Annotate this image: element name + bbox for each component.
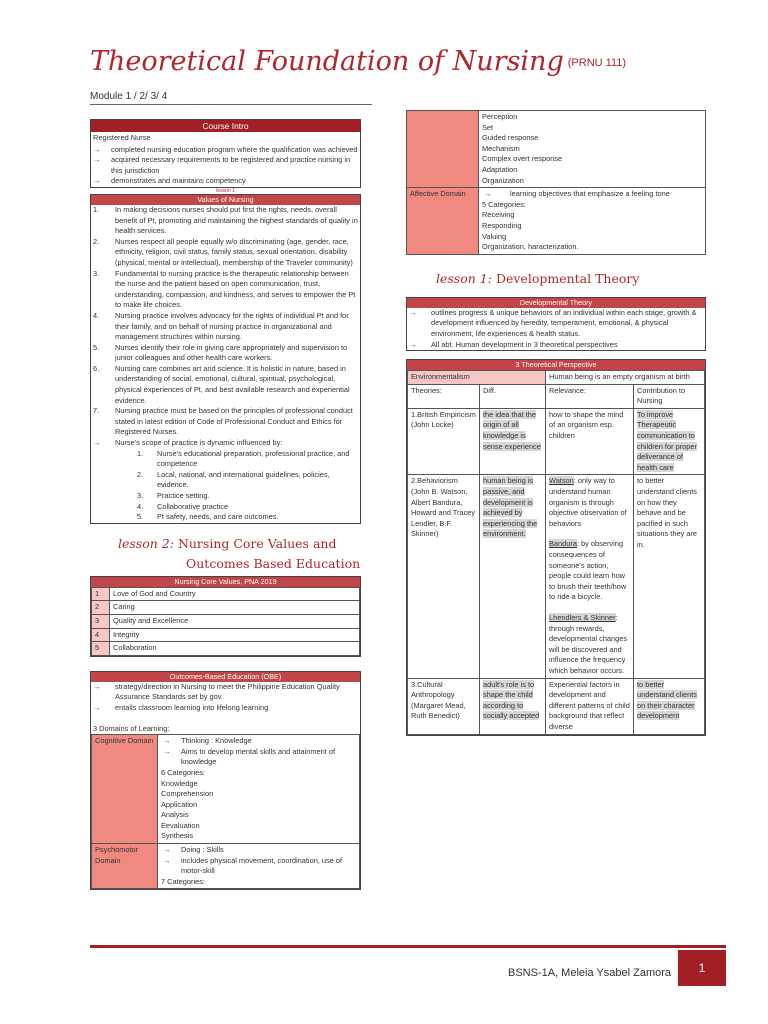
psychomotor-categories: Perception Set Guided response Mechanism Complex overt response Adaptation Organization <box>479 111 706 188</box>
table-row: 2.Behaviorism (John B. Watson, Albert Bandura, Howard and Tracey Lendler, B.F. Skinner) human being is passive, and development is achieved by experiencing the environment. Watson: only way to understand human organism is through objective observation of behaviors Bandura: by observing consequences of someone's action, people could learn how to brush their teeth/how to ride a bicycle. Lhendlers & Skinner: through rewards, developmental changes will be discovered and influence the frequency which behavior occurs. to better understand clients on how they behave and be pacified in such situations they are in. <box>408 475 705 678</box>
lesson1-title: Developmental Theory <box>495 270 640 286</box>
lesson2-label: lesson 2: <box>118 535 174 551</box>
perspective-box <box>406 359 706 735</box>
psychomotor-detail: → Doing : Skills → includes physical movement, coordination, use of motor-skill 7 Categories: <box>158 844 360 889</box>
table-row: 2 Caring <box>92 601 360 615</box>
course-intro-heading: Course Intro <box>91 120 360 132</box>
list-item: 4. Nursing practice involves advocacy for the rights of individual Pt and for their family, and on behalf of nursing practice in organizational and management structures within nursing. <box>93 310 349 342</box>
table-row <box>408 371 705 385</box>
lesson-mark: lesson 1 <box>216 187 235 194</box>
lesson2-heading <box>90 534 361 554</box>
arrow-right-icon: → <box>93 438 101 448</box>
values-heading: Values of Nursing <box>91 195 360 205</box>
list-item: 3. Fundamental to nursing practice is the therapeutic relationship between the nurse and the patient based on open communication, trust, understanding, compassion, and kindness, and serves to empower the Pt to make life choices. <box>93 268 356 310</box>
scope-list <box>91 449 360 523</box>
footer-divider <box>90 945 726 948</box>
lesson1-label: lesson 1: <box>436 270 492 286</box>
perspective-table <box>407 370 705 734</box>
dev-theory-box <box>406 297 706 351</box>
arrow-right-icon: → <box>93 702 101 712</box>
arrow-right-icon: → <box>409 307 417 317</box>
arrow-right-icon: → <box>93 681 101 691</box>
rn-label: Registered Nurse <box>93 133 151 142</box>
table-row: 4 Integrity <box>92 628 360 642</box>
arrow-right-icon: → <box>93 155 101 165</box>
dev-theory-heading: Developmental Theory <box>407 298 705 308</box>
list-item: 6. Nursing care combines art and science. It is holistic in nature, based in understanding of social, emotional, cultural, spiritual, psychological, physical experiences of Pt, and best available research and experiential evidence. <box>93 363 350 405</box>
table-row <box>92 735 360 844</box>
dev-item: → All abt. Human development in 3 theoretical perspectives <box>409 339 618 349</box>
obe-item: → strategy/direction in Nursing to meet the Philippine Education Quality Assurance Standards set by gov. <box>93 681 340 702</box>
list-item: 4. Collaborative practice <box>137 501 229 511</box>
rn-item: → completed nursing education program where the qualification was achieved <box>93 144 358 154</box>
psychomotor-cont-label <box>407 111 479 188</box>
cognitive-detail: → Thinking : Knowledge → Aims to develop mental skills and attainment of knowledge 6 Categories: Knowledge Comprehension Application Analysis Eevaluation Synthesis <box>158 735 360 844</box>
table-row: 5 Collaboration <box>92 642 360 656</box>
env-desc: Human being is an empty organism at birth <box>546 371 705 385</box>
arrow-right-icon: → <box>163 855 171 865</box>
list-item: 1. Nurse's educational preparation, professional practice, and competence <box>137 448 350 469</box>
lesson1-heading <box>406 269 706 289</box>
page-number: 1 <box>678 950 726 986</box>
right-column <box>406 110 706 736</box>
footer-author: BSNS-1A, Meleia Ysabel Zamora <box>508 967 672 979</box>
list-item: 2. Local, national, and international guidelines, policies, evidence. <box>137 469 330 490</box>
env-label: Environmentalism <box>408 371 546 385</box>
table-row: 3.Cultural Anthropology (Margaret Mead, Ruth Benedict) adult's role is to shape the child according to socially accepted Experiential factors in development and different patterns of child background that reflect diverse to better understand clients on their character development <box>408 678 705 734</box>
course-code: (PRNU 111) <box>567 56 627 69</box>
arrow-right-icon: → <box>163 746 171 756</box>
arrow-right-icon: → <box>163 845 171 855</box>
core-values-box <box>90 576 361 657</box>
obe-heading: Outcomes-Based Education (OBE) <box>91 672 360 682</box>
list-item: 1. In making decisions nurses should put first the rights, needs, overall benefit of Pt, promoting and maintaining the highest standards of quality in health services. <box>93 204 358 236</box>
perspective-heading: 3 Theoretical Perspective <box>407 360 705 370</box>
left-column <box>90 119 361 890</box>
table-row: 1 Love of God and Country <box>92 587 360 601</box>
list-item: 5. Pt safety, needs, and care outcomes. <box>137 512 279 522</box>
scope-intro: → Nurse's scope of practice is dynamic influenced by: <box>93 438 283 448</box>
rn-item: → acquired necessary requirements to be registered and practice nursing in this jurisdiction <box>93 155 351 175</box>
table-row <box>92 844 360 889</box>
domains-table <box>91 734 360 889</box>
arrow-right-icon: → <box>163 736 171 746</box>
values-box <box>90 194 361 524</box>
title-text: Theoretical Foundation of Nursing <box>90 46 564 77</box>
table-row: 3 Quality and Excellence <box>92 614 360 628</box>
obe-box <box>90 671 361 891</box>
list-item: 5. Nurses identify their role in giving care appropriately and supervision to junior colleagues and other health care workers. <box>93 342 348 363</box>
list-item: 2. Nurses respect all people equally w/o discriminating (age, gender, race, ethnicity, religion, civil status, family status, sexual orientation, disability (physical, mental or intellectual), membership of the Traveler community) <box>93 236 353 267</box>
dev-item: → outlines progress & unique behaviors of an individual within each stage, growth & development influenced by heredity, temperament, emotional, & physical environment, life experiences & health status. <box>409 307 697 338</box>
arrow-right-icon: → <box>93 176 101 186</box>
arrow-right-icon: → <box>93 144 101 154</box>
rn-item: → demonstrates and maintains competency <box>93 176 246 186</box>
arrow-right-icon: → <box>409 339 417 349</box>
psychomotor-label: Psychomotor Domain <box>92 844 158 889</box>
arrow-right-icon: → <box>484 189 492 199</box>
list-item: 7. Nursing practice must be based on the principles of professional conduct stated in latest edition of Code of Professional Conduct and Ethics for Registered Nurses. <box>93 406 353 437</box>
lesson2-title-1: Nursing Core Values and <box>177 535 337 551</box>
course-intro-box <box>90 119 361 188</box>
table-row: 1.British Empiricism (John Locke) the idea that the origin of all knowledge is sense experience how to shape the mind of an organism esp. children To improve Therapeutic communication to children for proper deliverance of health care <box>408 408 705 475</box>
domains-intro: 3 Domains of Learning: <box>93 723 170 733</box>
module-divider <box>90 104 372 105</box>
list-item: 3. Practice setting. <box>137 491 210 500</box>
table-row <box>407 188 706 255</box>
module-label: Module 1 / 2/ 3/ 4 <box>90 91 168 102</box>
obe-item: → entails classroom learning into lifelong learning <box>93 702 269 712</box>
core-values-heading: Nursing Core Values, PNA 2019 <box>91 577 360 587</box>
table-row: Theories: Diff. Relevance: Contribution to Nursing <box>408 384 705 408</box>
cognitive-label: Cognitive Domain <box>92 735 158 844</box>
core-values-table <box>91 587 360 656</box>
values-list <box>91 205 360 438</box>
page-title <box>90 46 626 77</box>
lesson2-title-2: Outcomes Based Education <box>186 555 361 571</box>
affective-label: Affective Domain <box>407 188 479 255</box>
table-row <box>407 111 706 188</box>
affective-detail: → learning objectives that emphasize a feeling tone 5 Categories: Receiving Responding Valuing Organization, haracterization. <box>479 188 706 255</box>
domains-continued-table <box>406 110 706 255</box>
